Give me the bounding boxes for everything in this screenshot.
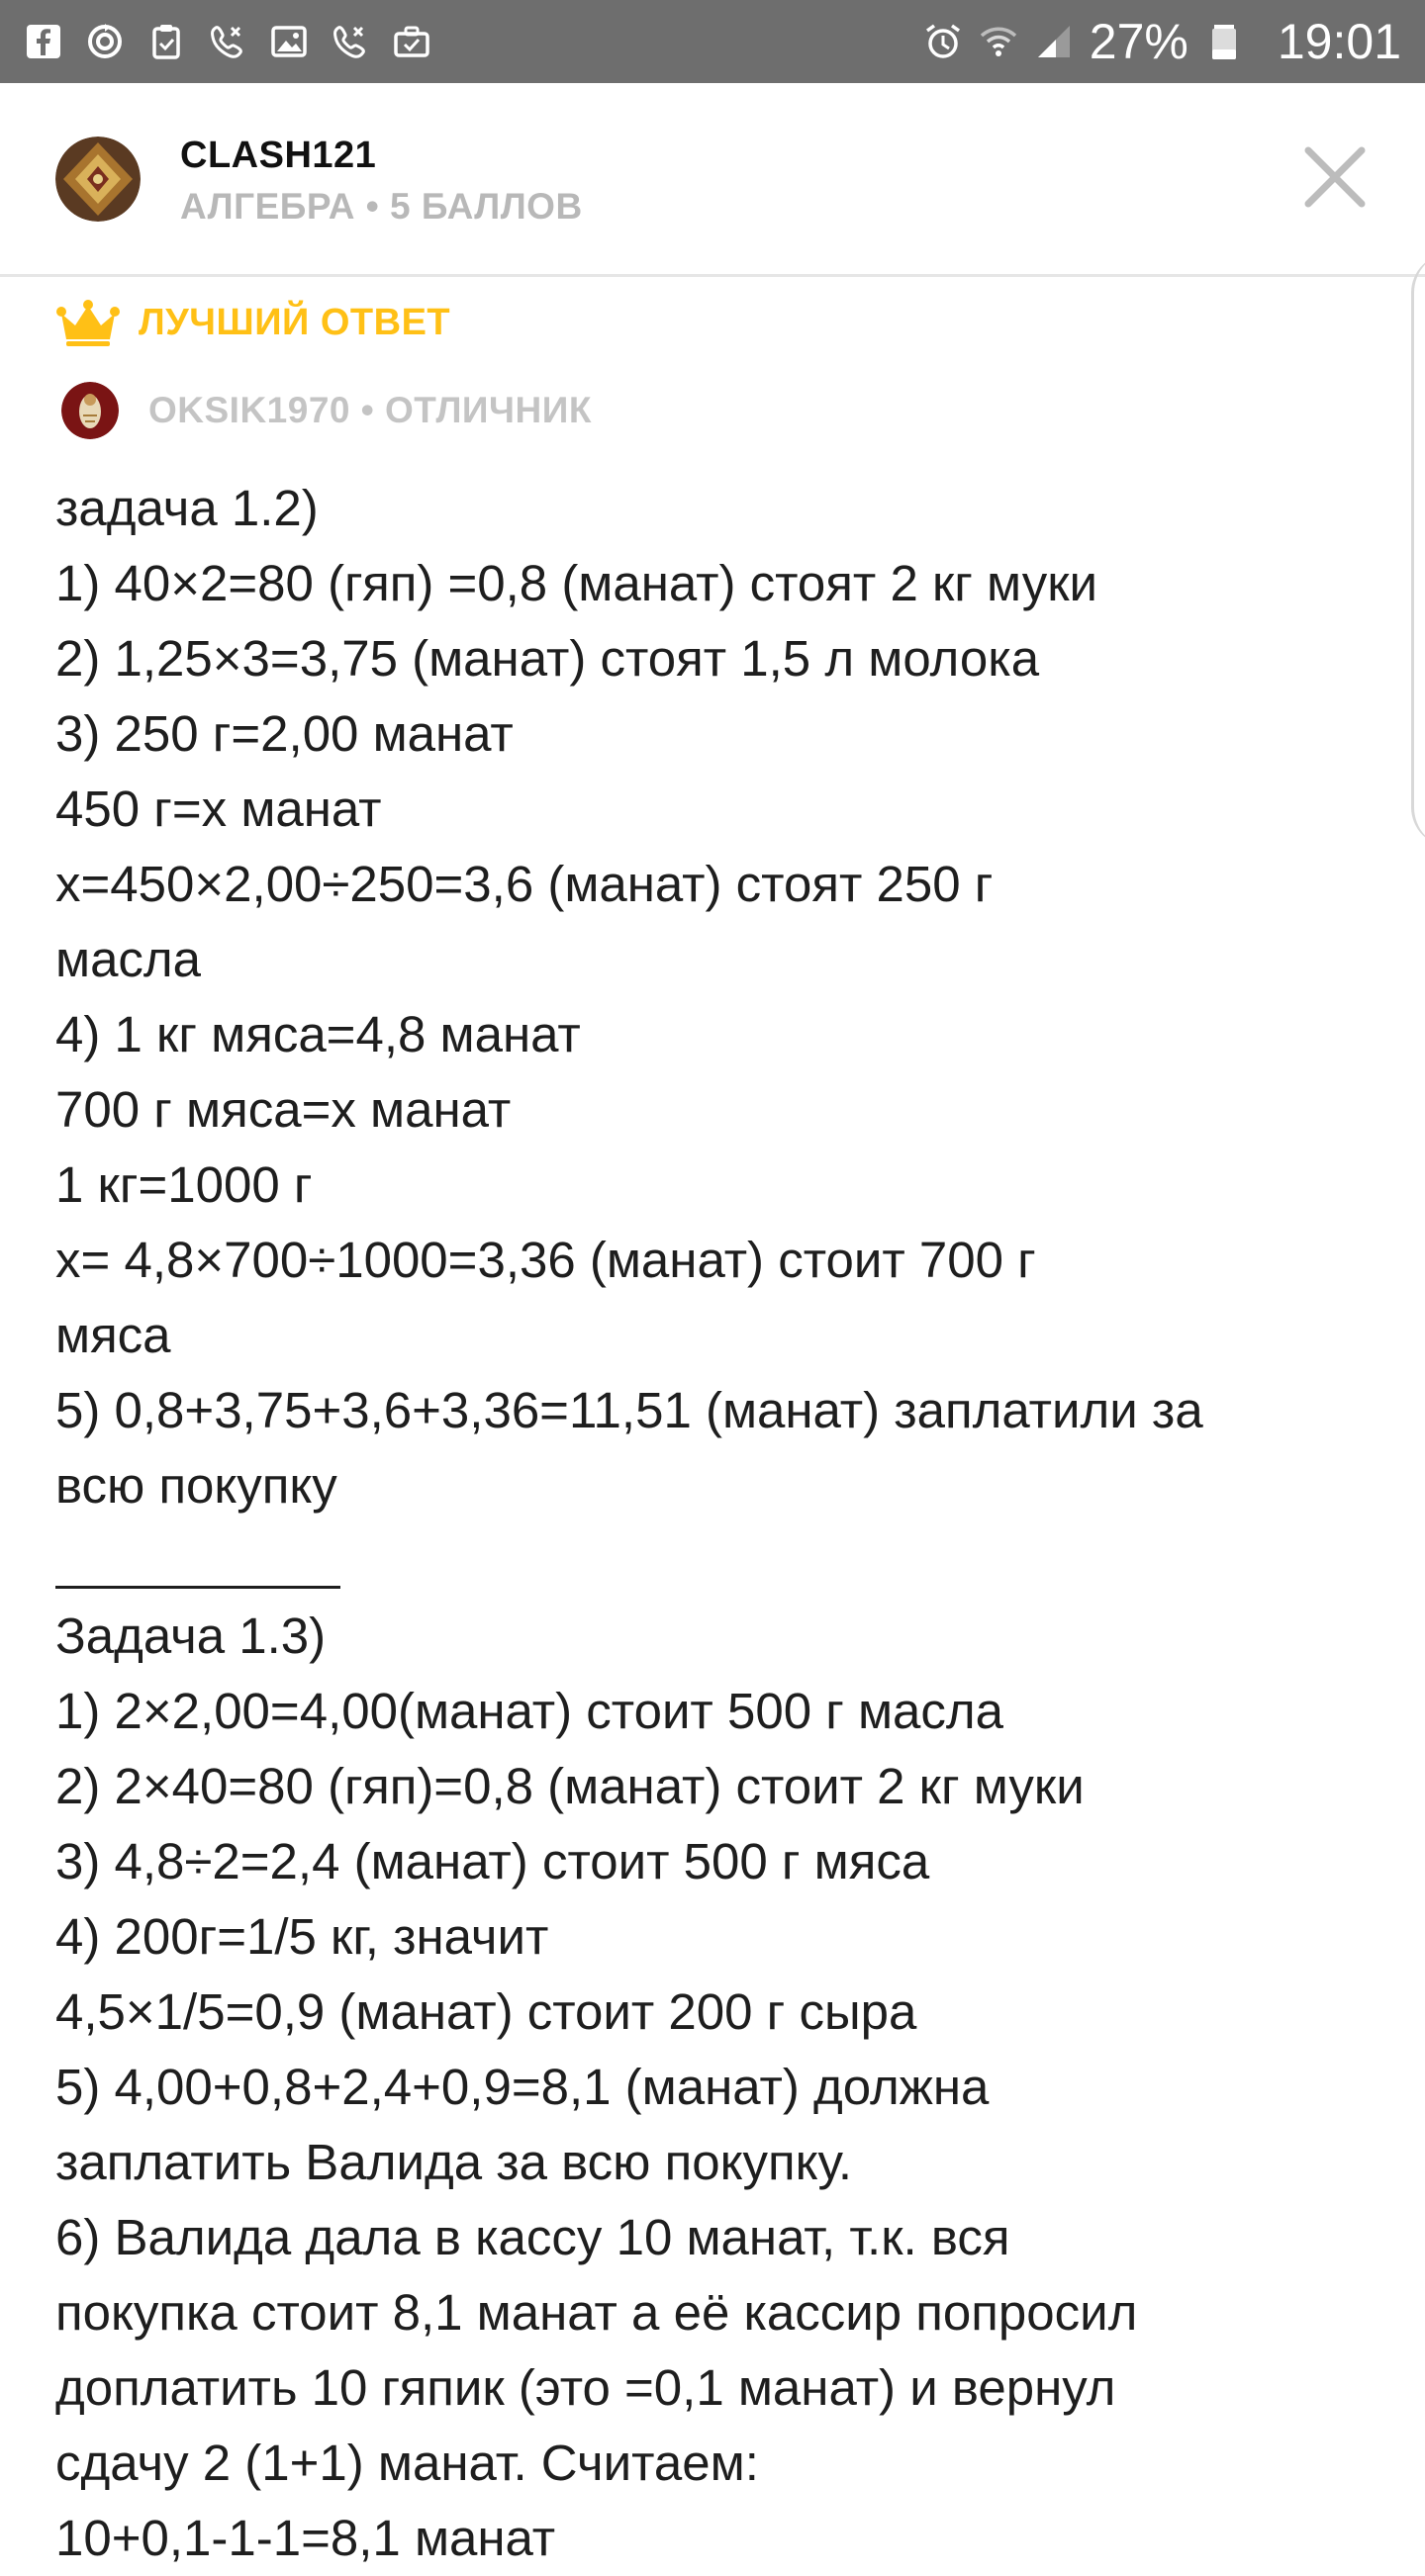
wifi-icon	[979, 22, 1018, 61]
answer-line: мяса	[55, 1307, 171, 1363]
answer-line: 3) 250 г=2,00 манат	[55, 705, 514, 762]
phone-missed-icon	[208, 22, 247, 61]
sync-icon	[85, 22, 125, 61]
status-bar	[0, 0, 1425, 83]
answerer-info[interactable]	[61, 380, 592, 441]
answer-line: заплатить Валида за всю покупку.	[55, 2134, 853, 2190]
answer-line: доплатить 10 гяпик (это =0,1 манат) и вернул	[55, 2359, 1116, 2416]
answer-line: 10+0,1-1-1=8,1 манат	[55, 2510, 556, 2566]
battery-icon	[1204, 22, 1244, 61]
answer-line: 1) 2×2,00=4,00(манат) стоит 500 г масла	[55, 1683, 1004, 1739]
facebook-icon	[24, 22, 63, 61]
clipboard-icon	[146, 22, 186, 61]
answer-line: всю покупку	[55, 1457, 337, 1514]
answer-line: 5) 0,8+3,75+3,6+3,36=11,51 (манат) заплатили за	[55, 1382, 1203, 1438]
answerer-meta[interactable]: OKSIK1970 • ОТЛИЧНИК	[148, 390, 592, 430]
answer-line: Задача 1.3)	[55, 1608, 327, 1664]
answer-body	[55, 471, 1381, 2576]
answer-line: сдачу 2 (1+1) манат. Считаем:	[55, 2435, 759, 2491]
answer-line: 1 кг=1000 г	[55, 1156, 313, 1213]
answer-line: 4) 200г=1/5 кг, значит	[55, 1908, 549, 1965]
answer-line: 2) 1,25×3=3,75 (манат) стоят 1,5 л молока	[55, 630, 1040, 687]
crown-icon	[55, 298, 121, 347]
system-status	[923, 13, 1401, 70]
battery-percent: 27%	[1089, 14, 1188, 69]
answer-line: 4,5×1/5=0,9 (манат) стоит 200 г сыра	[55, 1983, 917, 2040]
gallery-icon	[269, 22, 309, 61]
answer-line: задача 1.2)	[55, 480, 319, 536]
answer-line: 450 г=х манат	[55, 781, 382, 837]
answerer-avatar[interactable]	[61, 382, 119, 439]
answer-line: покупка стоит 8,1 манат а её кассир попросил	[55, 2284, 1138, 2341]
answer-divider	[55, 1523, 1381, 1599]
answer-line: 1) 40×2=80 (гяп) =0,8 (манат) стоят 2 кг муки	[55, 555, 1097, 611]
scroll-edge	[1411, 253, 1425, 847]
answer-line: 5) 4,00+0,8+2,4+0,9=8,1 (манат) должна	[55, 2059, 990, 2115]
signal-icon	[1034, 22, 1074, 61]
question-header	[0, 83, 1425, 277]
answer-line: 700 г мяса=х манат	[55, 1081, 512, 1138]
answer-line: х= 4,8×700÷1000=3,36 (манат) стоит 700 г	[55, 1232, 1036, 1288]
clock: 19:01	[1277, 14, 1401, 69]
answer-line: х=450×2,00÷250=3,6 (манат) стоят 250 г	[55, 856, 994, 912]
answer-line: масла	[55, 931, 202, 987]
close-icon	[1298, 140, 1372, 214]
avatar[interactable]	[55, 137, 141, 222]
phone-missed-icon	[331, 22, 370, 61]
answer-line: 3) 4,8÷2=2,4 (манат) стоит 500 г мяса	[55, 1833, 930, 1889]
answer-line: 2) 2×40=80 (гяп)=0,8 (манат) стоит 2 кг муки	[55, 1758, 1085, 1814]
briefcase-check-icon	[392, 22, 431, 61]
best-answer-label: ЛУЧШИЙ ОТВЕТ	[139, 301, 451, 343]
notification-icons	[24, 22, 431, 61]
question-meta: АЛГЕБРА • 5 БАЛЛОВ	[180, 186, 583, 227]
alarm-icon	[923, 22, 963, 61]
author-name[interactable]: CLASH121	[180, 135, 377, 176]
best-answer-badge	[55, 295, 450, 350]
answer-line: 6) Валида дала в кассу 10 манат, т.к. вся	[55, 2209, 1010, 2265]
answer-line: 4) 1 кг мяса=4,8 манат	[55, 1006, 581, 1062]
close-button[interactable]	[1298, 140, 1372, 214]
